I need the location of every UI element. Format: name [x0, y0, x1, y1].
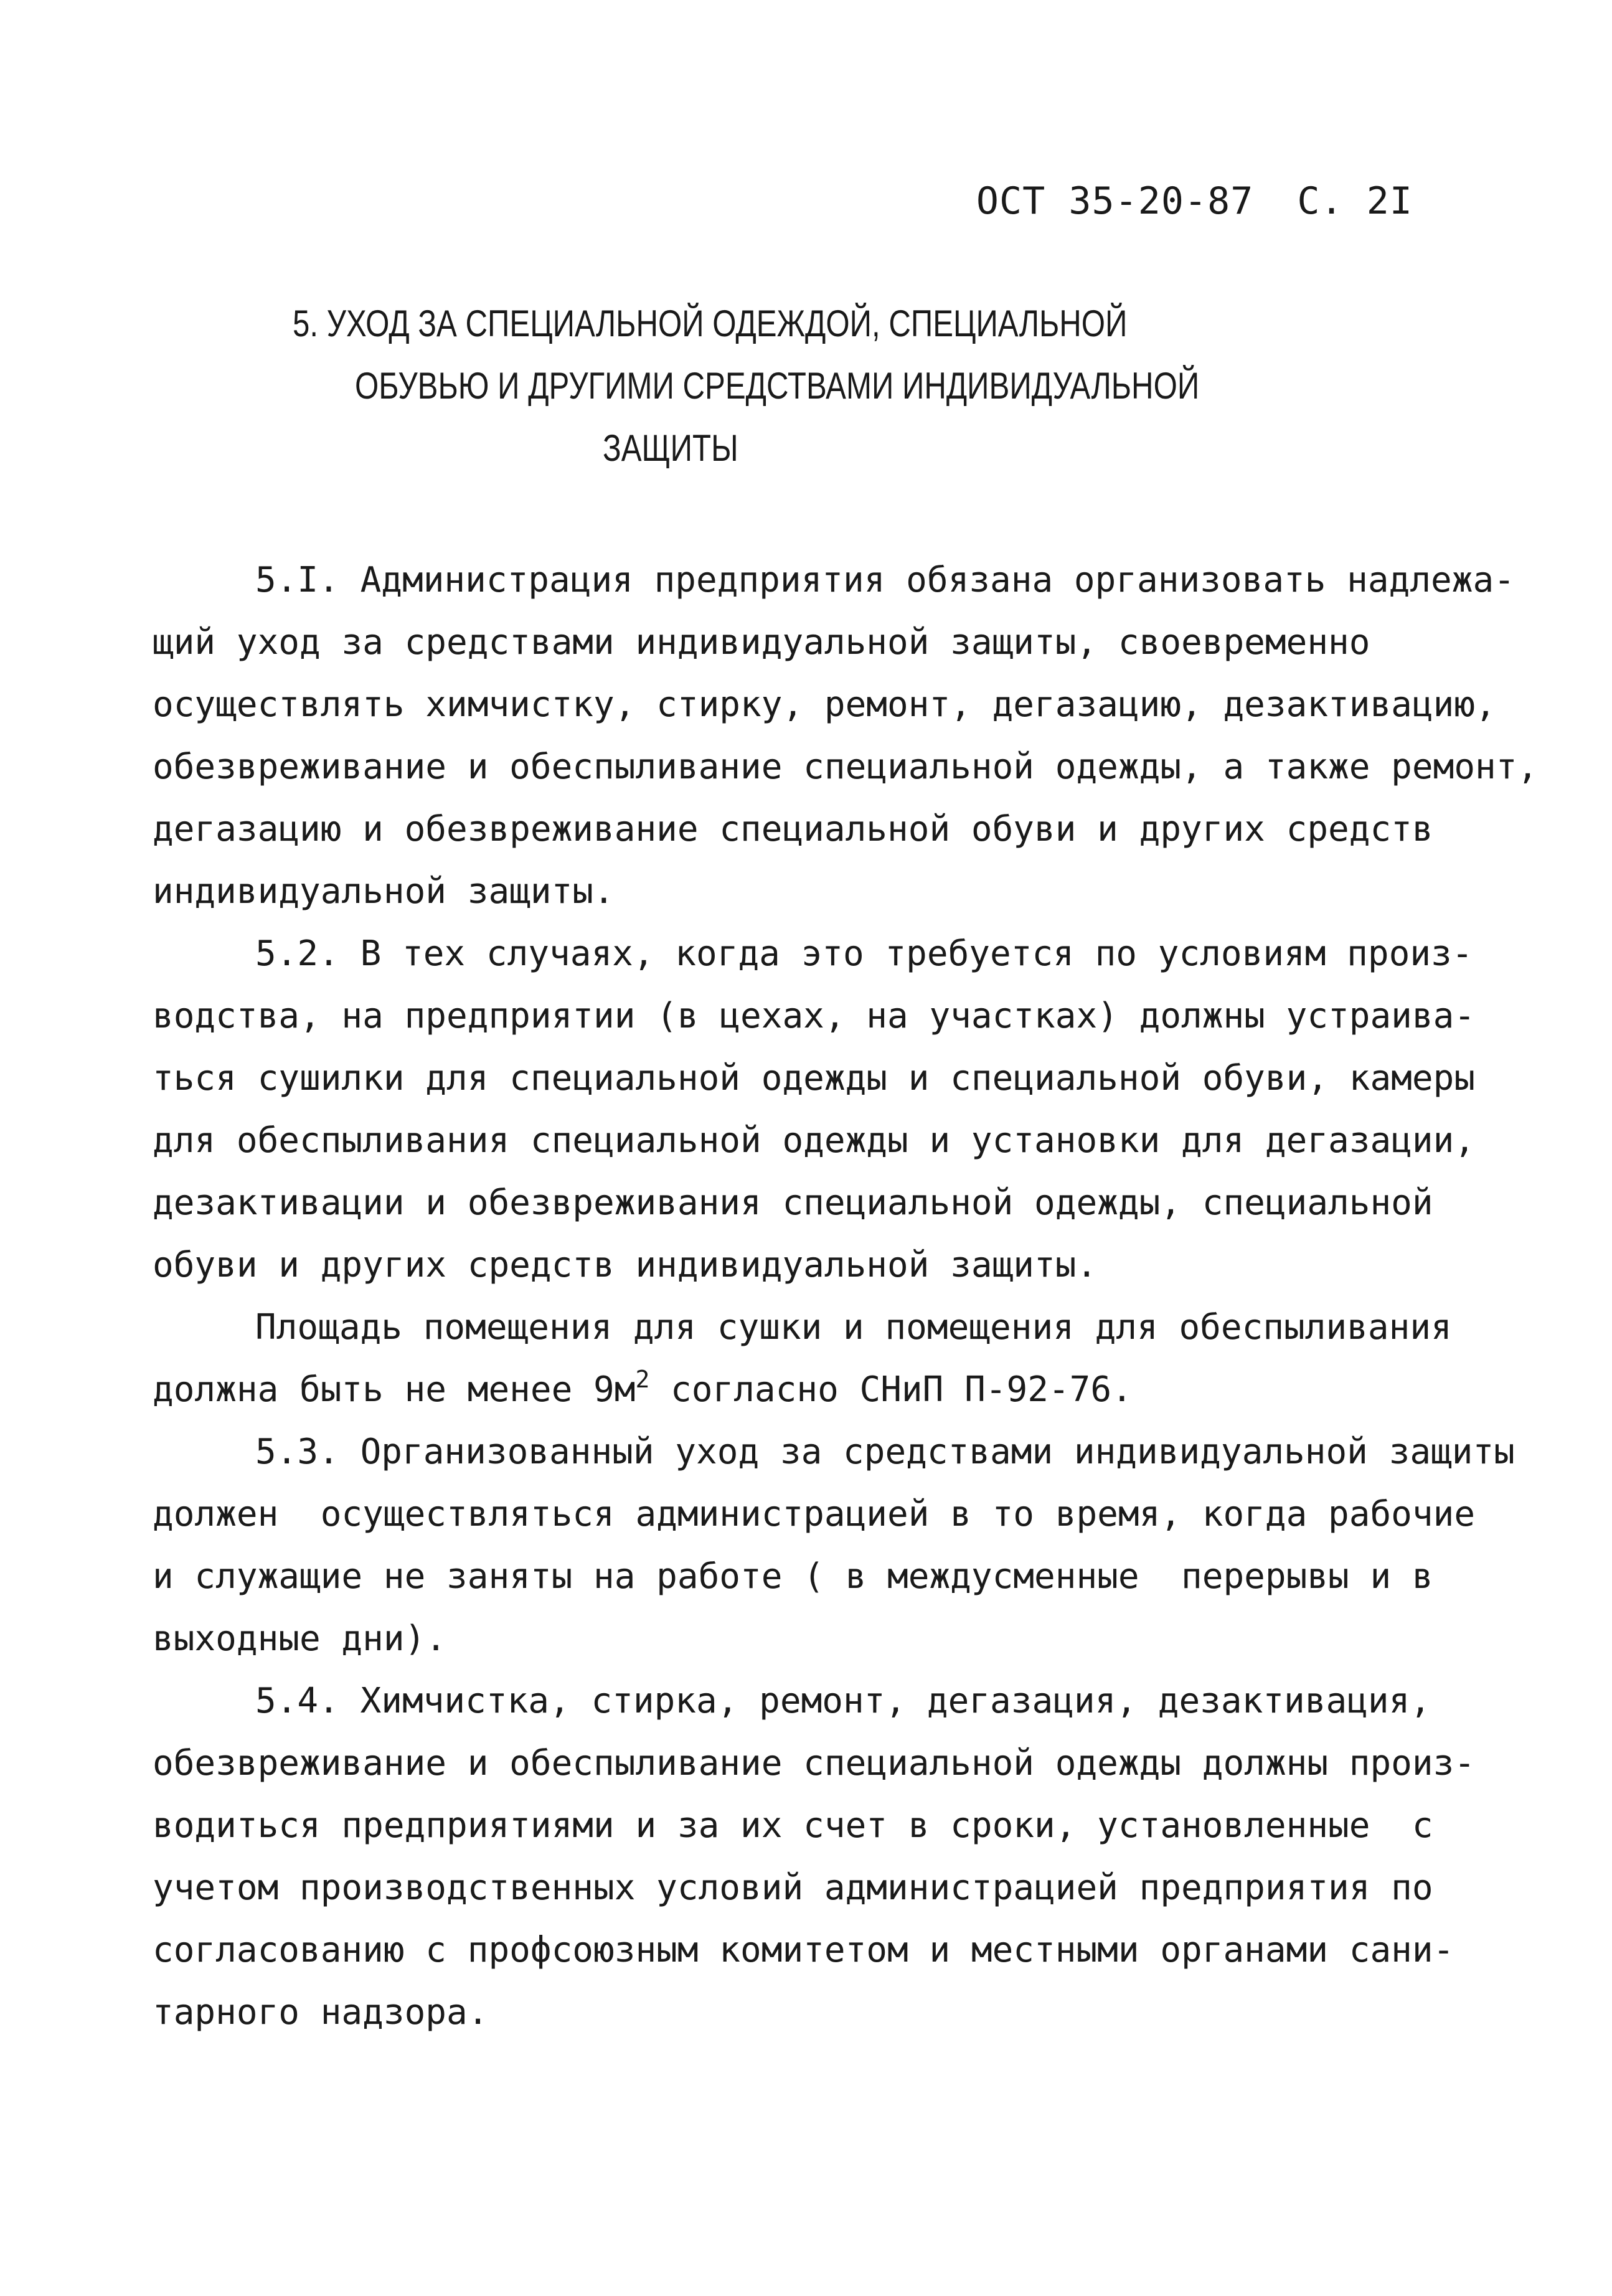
- section-title-line-3: ЗАЩИТЫ: [603, 427, 738, 469]
- text-line: должен осуществляться администрацией в то время, когда рабочие: [153, 1494, 1476, 1534]
- document-body: [153, 549, 1539, 2044]
- text-line: ться сушилки для специальной одежды и специальной обуви, камеры: [153, 1058, 1476, 1098]
- text-line: осуществлять химчистку, стирку, ремонт, дегазацию, дезактивацию,: [153, 684, 1496, 725]
- page-number: С. 2I: [1297, 179, 1413, 223]
- text-line: 5.2. В тех случаях, когда это требуется по условиям произ-: [255, 933, 1473, 974]
- text-line: щий уход за средствами индивидуальной защиты, своевременно: [153, 622, 1370, 663]
- page-header: [976, 179, 1413, 223]
- text-line: 5.I. Администрация предприятия обязана организовать надлежа-: [255, 560, 1515, 600]
- paragraph-5-1: [153, 549, 1539, 923]
- section-title-line-2: ОБУВЬЮ И ДРУГИМИ СРЕДСТВАМИ ИНДИВИДУАЛЬНОЙ: [355, 365, 1200, 407]
- text-line: индивидуальной защиты.: [153, 871, 615, 912]
- text-line: дегазацию и обезвреживание специальной обуви и других средств: [153, 809, 1433, 849]
- document-code: ОСТ 35-20-87: [976, 179, 1254, 223]
- text-line: [153, 1359, 1448, 1421]
- paragraph-5-4: [153, 1670, 1476, 2044]
- text-line: обезвреживание и обеспыливание специальной одежды, а также ремонт,: [153, 747, 1539, 787]
- text-line: и служащие не заняты на работе ( в междусменные перерывы и в: [153, 1556, 1433, 1597]
- paragraph-5-2: [153, 923, 1476, 1297]
- superscript: 2: [635, 1366, 650, 1393]
- text-fragment: должна быть не менее 9м: [153, 1369, 636, 1410]
- text-line: согласованию с профсоюзным комитетом и местными органами сани-: [153, 1930, 1454, 1970]
- text-line: водства, на предприятии (в цехах, на участках) должны устраива-: [153, 996, 1476, 1036]
- text-line: тарного надзора.: [153, 1992, 489, 2033]
- text-line: выходные дни).: [153, 1618, 447, 1659]
- paragraph-5-3: [153, 1421, 1515, 1670]
- text-line: 5.3. Организованный уход за средствами индивидуальной защиты: [255, 1432, 1515, 1472]
- text-line: для обеспыливания специальной одежды и установки для дегазации,: [153, 1120, 1476, 1161]
- section-title-line-1: 5. УХОД ЗА СПЕЦИАЛЬНОЙ ОДЕЖДОЙ, СПЕЦИАЛЬНОЙ: [293, 303, 1128, 344]
- text-fragment: согласно СНиП П-92-76.: [649, 1369, 1133, 1410]
- text-line: обезвреживание и обеспыливание специальной одежды должны произ-: [153, 1743, 1476, 1783]
- text-line: Площадь помещения для сушки и помещения для обеспыливания: [255, 1307, 1452, 1348]
- text-line: дезактивации и обезвреживания специальной одежды, специальной: [153, 1183, 1433, 1223]
- text-line: 5.4. Химчистка, стирка, ремонт, дегазация, дезактивация,: [255, 1681, 1431, 1721]
- text-line: обуви и других средств индивидуальной защиты.: [153, 1245, 1098, 1285]
- paragraph-area: [153, 1297, 1452, 1421]
- text-line: учетом производственных условий администрацией предприятия по: [153, 1868, 1433, 1908]
- text-line: водиться предприятиями и за их счет в сроки, установленные с: [153, 1805, 1433, 1846]
